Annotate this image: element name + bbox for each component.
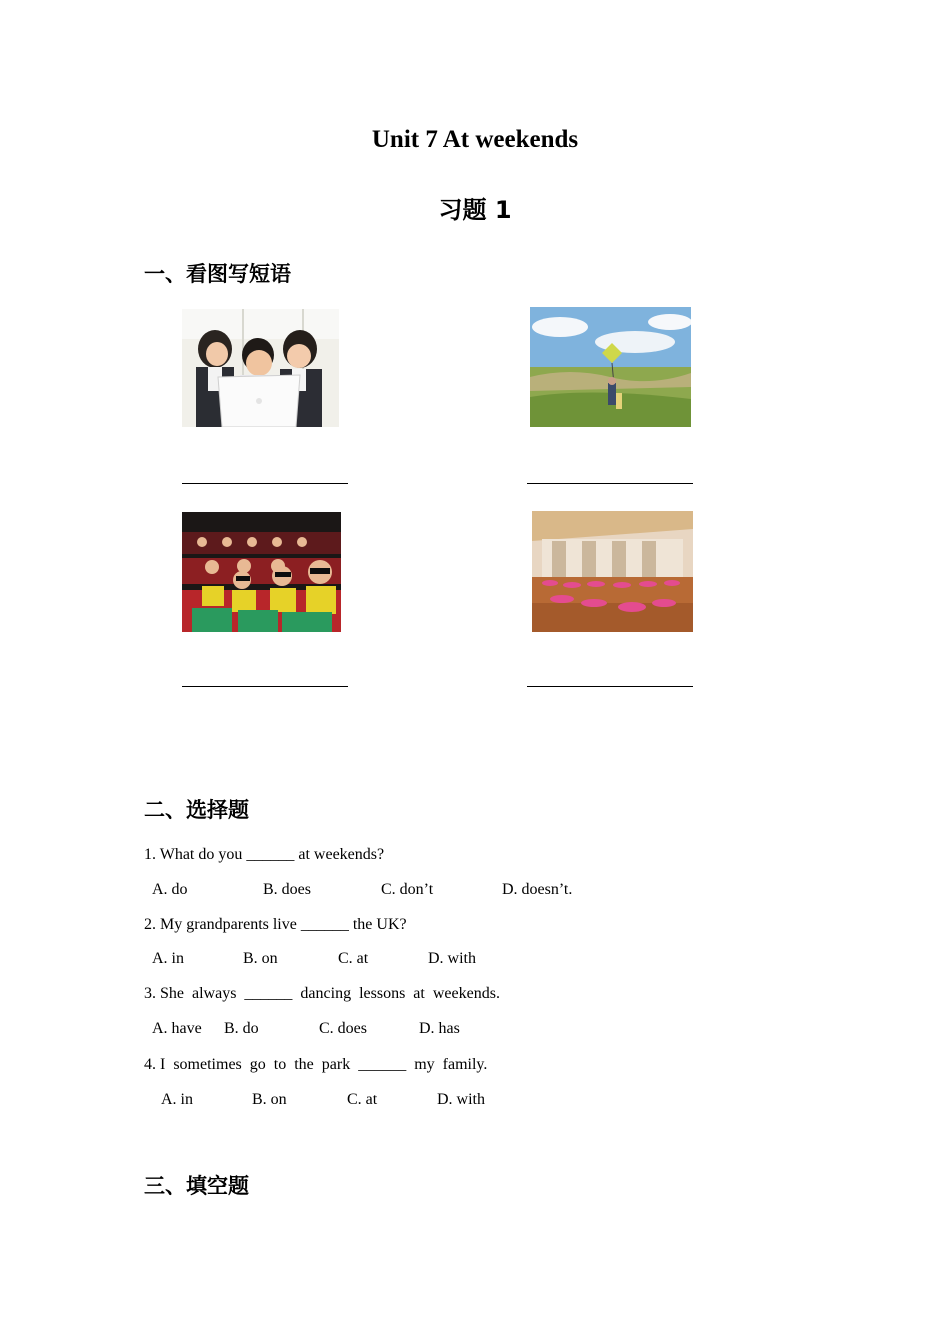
page-title: Unit 7 At weekends [371, 126, 579, 153]
question-1-option-b: B. does [263, 881, 311, 898]
question-1-option-c: C. don’t [381, 881, 434, 898]
dance-class-photo [532, 511, 693, 632]
question-3-option-a: A. have [152, 1020, 202, 1037]
question-3-option-c: C. does [319, 1020, 367, 1037]
question-4-option-a: A. in [161, 1091, 193, 1108]
question-2-option-d: D. with [428, 950, 476, 967]
question-4-stem: 4. I sometimes go to the park ______ my family. [144, 1056, 488, 1073]
question-3-option-d: D. has [419, 1020, 460, 1037]
question-1-option-a: A. do [152, 881, 188, 898]
question-4-option-c: C. at [347, 1091, 378, 1108]
flying-kite-photo [530, 307, 691, 427]
question-2-option-a: A. in [152, 950, 184, 967]
question-2-option-b: B. on [243, 950, 278, 967]
question-4-option-b: B. on [252, 1091, 287, 1108]
section-1-heading: 一、看图写短语 [144, 262, 291, 286]
section-3-heading: 三、填空题 [144, 1174, 249, 1198]
cinema-3d-glasses-photo [182, 512, 341, 632]
question-3-stem: 3. She always ______ dancing lessons at weekends. [144, 985, 500, 1002]
answer-line-3[interactable] [182, 686, 348, 687]
page-subtitle: 习题 1 [438, 196, 512, 224]
section-2-heading: 二、选择题 [144, 798, 249, 822]
question-2-stem: 2. My grandparents live ______ the UK? [144, 916, 407, 933]
answer-line-2[interactable] [527, 483, 693, 484]
question-1-option-d: D. doesn’t. [502, 881, 573, 898]
answer-line-4[interactable] [527, 686, 693, 687]
question-2-option-c: C. at [338, 950, 369, 967]
question-3-option-b: B. do [224, 1020, 259, 1037]
answer-line-1[interactable] [182, 483, 348, 484]
question-1-stem: 1. What do you ______ at weekends? [144, 846, 385, 863]
children-laptop-photo [182, 309, 339, 427]
question-4-option-d: D. with [437, 1091, 485, 1108]
